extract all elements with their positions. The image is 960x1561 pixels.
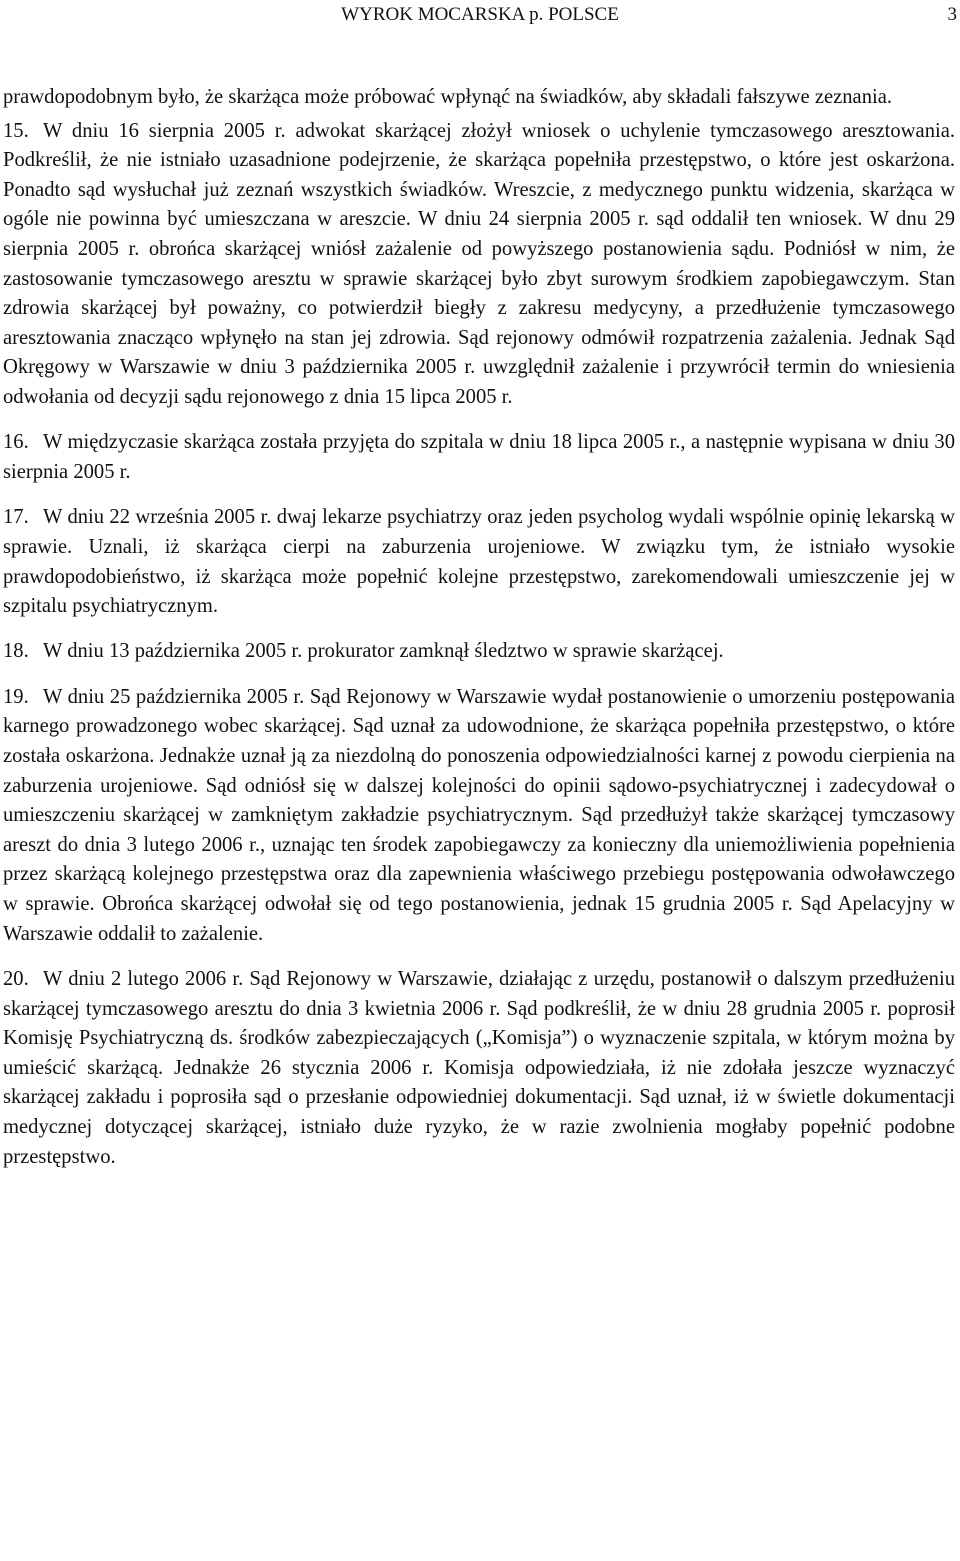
paragraph-text: W międzyczasie skarżąca została przyjęta do szpitala w dniu 18 lipca 2005 r., a następnie wypisana w dniu 30 sierpnia 2005 r. xyxy=(3,431,955,483)
paragraph-19 xyxy=(3,683,955,949)
paragraph-text: W dniu 22 września 2005 r. dwaj lekarze psychiatrzy oraz jeden psycholog wydali wspólnie opinię lekarską w sprawie. Uznali, iż skarżąca cierpi na zaburzenia urojeniowe. W związku tym, że istniało wysokie prawdopodobieństwo, iż skarżąca może popełnić kolejne przestępstwo, zarekomendowali umieszczenie jej w szpitalu psychiatrycznym. xyxy=(3,506,955,618)
page-number: 3 xyxy=(947,4,957,25)
paragraph-text: W dniu 13 października 2005 r. prokurator zamknął śledztwo w sprawie skarżącej. xyxy=(43,640,724,663)
document-body xyxy=(3,83,955,1172)
paragraph-number: 20. xyxy=(3,968,29,991)
paragraph-number: 16. xyxy=(3,431,29,454)
document-title: WYROK MOCARSKA p. POLSCE xyxy=(341,4,619,25)
paragraph-number: 18. xyxy=(3,640,29,663)
paragraph-text: W dniu 25 października 2005 r. Sąd Rejonowy w Warszawie wydał postanowienie o umorzeniu postępowania karnego prowadzonego wobec skarżącej. Sąd uznał za udowodnione, że skarżąca popełniła przestępstwo, o które została oskarżona. Jednakże uznał ją za niezdolną do ponoszenia odpowiedzialności karnej z powodu cierpienia na zaburzenia urojeniowe. Sąd odniósł się w dalszej kolejności do opinii sądowo-psychiatrycznej i zadecydował o umieszczeniu skarżącej w zamkniętym zakładzie psychiatrycznym. Sąd przedłużył także skarżącej tymczasowy areszt do dnia 3 lutego 2006 r., uznając ten środek zapobiegawczy za konieczny dla uniemożliwienia popełnienia przez skarżącą kolejnego przestępstwa oraz dla zapewnienia właściwego przebiegu postępowania odwoławczego w sprawie. Obrońca skarżącej odwołał się od tego postanowienia, jednak 15 grudnia 2005 r. Sąd Apelacyjny w Warszawie oddalił to zażalenie. xyxy=(3,685,955,945)
paragraph-20 xyxy=(3,965,955,1172)
paragraph-number: 19. xyxy=(3,685,29,708)
paragraph-16 xyxy=(3,428,955,487)
paragraph-text: W dniu 2 lutego 2006 r. Sąd Rejonowy w Warszawie, działając z urzędu, postanowił o dalszym przedłużeniu skarżącej tymczasowego aresztu do dnia 3 kwietnia 2006 r. Sąd podkreślił, że w dniu 28 grudnia 2005 r. poprosił Komisję Psychiatryczną ds. środków zabezpieczających („Komisja”) o wyznaczenie szpitala, w którym można by umieścić skarżącą. Jednakże 26 stycznia 2006 r. Komisja odpowiedziała, iż nie zdołała jeszcze wyznaczyć skarżącej zakładu i poprosiła sąd o przesłanie odpowiedniej dokumentacji. Sąd uznał, iż w świetle dokumentacji medycznej dotyczącej skarżącej, istniało duże ryzyko, że w razie zwolnienia mogłaby popełnić podobne przestępstwo. xyxy=(3,968,955,1168)
paragraph-18 xyxy=(3,637,955,667)
paragraph-text: prawdopodobnym było, że skarżąca może próbować wpłynąć na świadków, aby składali fałszywe zeznania. xyxy=(3,86,893,108)
page-header xyxy=(0,2,960,28)
paragraph-continuation xyxy=(3,83,955,113)
paragraph-number: 17. xyxy=(3,506,29,529)
paragraph-number: 15. xyxy=(3,119,29,142)
paragraph-15 xyxy=(3,117,955,413)
paragraph-17 xyxy=(3,503,955,621)
paragraph-text: W dniu 16 sierpnia 2005 r. adwokat skarżącej złożył wniosek o uchylenie tymczasowego aresztowania. Podkreślił, że nie istniało uzasadnione podejrzenie, że skarżąca popełniła przestępstwo, o które jest oskarżona. Ponadto sąd wysłuchał już zeznań wszystkich świadków. Wreszcie, z medycznego punktu widzenia, skarżąca w ogóle nie powinna być umieszczana w areszcie. W dniu 24 sierpnia 2005 r. sąd oddalił ten wniosek. W dnu 29 sierpnia 2005 r. obrońca skarżącej wniósł zażalenie od powyższego postanowienia sądu. Podniósł w nim, że zastosowanie tymczasowego aresztu w sprawie skarżącej było zbyt surowym środkiem zapobiegawczym. Stan zdrowia skarżącej był poważny, co potwierdził biegły z zakresu medycyny, a przedłużenie tymczasowego aresztowania znacząco wpłynęło na stan jej zdrowia. Sąd rejonowy odmówił rozpatrzenia zażalenia. Jednak Sąd Okręgowy w Warszawie w dniu 3 października 2005 r. uwzględnił zażalenie i przywrócił termin do wniesienia odwołania od decyzji sądu rejonowego z dnia 15 lipca 2005 r. xyxy=(3,119,955,408)
